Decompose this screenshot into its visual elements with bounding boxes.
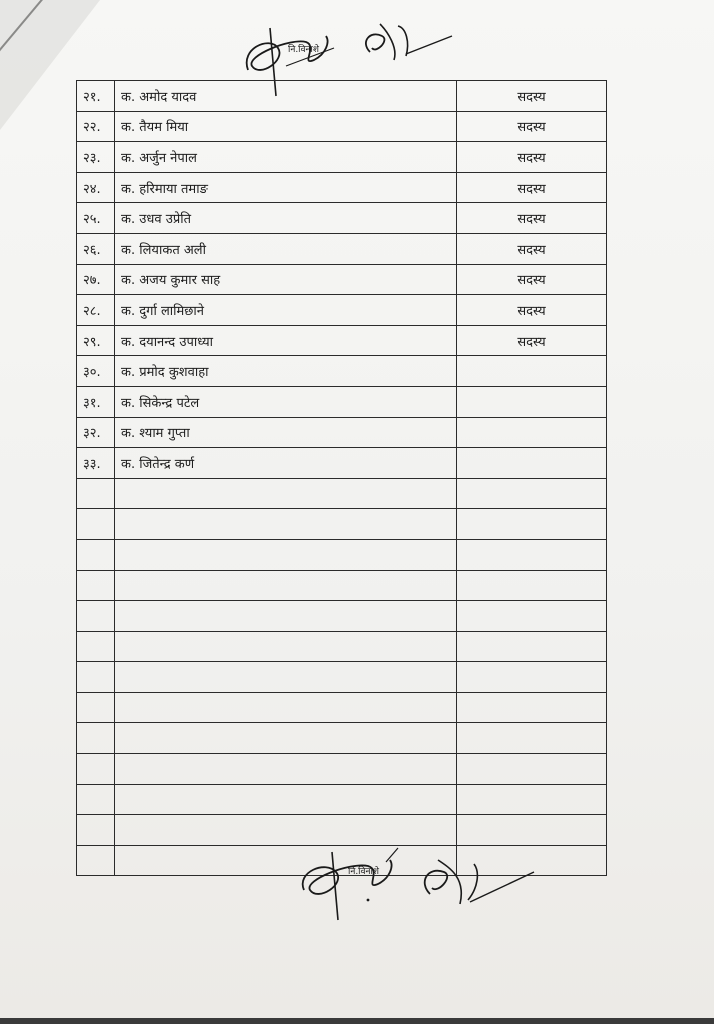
table-row — [77, 662, 607, 693]
row-number: ३१. — [77, 386, 115, 417]
member-role — [457, 723, 607, 754]
member-role: सदस्य — [457, 172, 607, 203]
member-name: क. जितेन्द्र कर्ण — [115, 448, 457, 479]
member-role — [457, 509, 607, 540]
member-name: क. हरिमाया तमाङ — [115, 172, 457, 203]
member-name — [115, 539, 457, 570]
row-number: २१. — [77, 81, 115, 112]
table-row — [77, 723, 607, 754]
row-number — [77, 692, 115, 723]
member-role: सदस्य — [457, 264, 607, 295]
table-row — [77, 570, 607, 601]
table-row — [77, 203, 607, 234]
table-row — [77, 509, 607, 540]
member-role: सदस्य — [457, 233, 607, 264]
table-row — [77, 539, 607, 570]
member-role — [457, 692, 607, 723]
row-number: २४. — [77, 172, 115, 203]
table-row — [77, 264, 607, 295]
table-row — [77, 601, 607, 632]
member-role — [457, 478, 607, 509]
member-role — [457, 386, 607, 417]
member-name: क. अमोद यादव — [115, 81, 457, 112]
row-number: २९. — [77, 325, 115, 356]
row-number — [77, 509, 115, 540]
table-row — [77, 172, 607, 203]
table-row — [77, 754, 607, 785]
signature-top-text: नि.विनाशे — [288, 45, 319, 55]
member-name: क. दुर्गा लामिछाने — [115, 295, 457, 326]
member-role: सदस्य — [457, 295, 607, 326]
table-row — [77, 142, 607, 173]
row-number: २६. — [77, 233, 115, 264]
member-name: क. लियाकत अली — [115, 233, 457, 264]
row-number: २५. — [77, 203, 115, 234]
member-role — [457, 815, 607, 846]
member-role: सदस्य — [457, 142, 607, 173]
row-number: २८. — [77, 295, 115, 326]
member-name — [115, 692, 457, 723]
table-row — [77, 386, 607, 417]
member-role — [457, 662, 607, 693]
row-number — [77, 478, 115, 509]
row-number — [77, 631, 115, 662]
row-number — [77, 845, 115, 876]
table-row — [77, 417, 607, 448]
row-number — [77, 601, 115, 632]
member-name — [115, 784, 457, 815]
table-row — [77, 111, 607, 142]
table-row — [77, 631, 607, 662]
member-name — [115, 509, 457, 540]
member-name — [115, 601, 457, 632]
member-name: क. दयानन्द उपाध्या — [115, 325, 457, 356]
row-number — [77, 754, 115, 785]
member-table — [76, 80, 607, 876]
row-number — [77, 815, 115, 846]
row-number: ३३. — [77, 448, 115, 479]
member-name: क. तैयम मिया — [115, 111, 457, 142]
row-number — [77, 723, 115, 754]
row-number: ३२. — [77, 417, 115, 448]
table-row — [77, 233, 607, 264]
member-name: क. अर्जुन नेपाल — [115, 142, 457, 173]
member-role — [457, 754, 607, 785]
row-number: ३०. — [77, 356, 115, 387]
table-row — [77, 356, 607, 387]
member-role — [457, 784, 607, 815]
member-role — [457, 448, 607, 479]
row-number — [77, 784, 115, 815]
member-name — [115, 662, 457, 693]
row-number — [77, 570, 115, 601]
member-role — [457, 356, 607, 387]
member-table-body — [77, 81, 607, 876]
table-row — [77, 81, 607, 112]
row-number: २३. — [77, 142, 115, 173]
table-row — [77, 815, 607, 846]
member-role — [457, 601, 607, 632]
member-role — [457, 631, 607, 662]
member-role — [457, 417, 607, 448]
signature-bottom — [290, 842, 540, 932]
member-role — [457, 539, 607, 570]
signature-bottom-text: नि.विनाशे — [348, 867, 379, 877]
member-name: क. श्याम गुप्ता — [115, 417, 457, 448]
member-role: सदस्य — [457, 111, 607, 142]
member-name: क. सिकेन्द्र पटेल — [115, 386, 457, 417]
table-row — [77, 692, 607, 723]
member-name: क. प्रमोद कुशवाहा — [115, 356, 457, 387]
member-name: क. उधव उप्रेति — [115, 203, 457, 234]
table-row — [77, 448, 607, 479]
member-role: सदस्य — [457, 203, 607, 234]
member-role — [457, 570, 607, 601]
member-name — [115, 478, 457, 509]
row-number: २७. — [77, 264, 115, 295]
member-name — [115, 723, 457, 754]
table-row — [77, 478, 607, 509]
row-number — [77, 539, 115, 570]
table-row — [77, 295, 607, 326]
table-row — [77, 325, 607, 356]
member-name — [115, 570, 457, 601]
row-number: २२. — [77, 111, 115, 142]
scan-bottom-edge — [0, 1018, 714, 1024]
row-number — [77, 662, 115, 693]
member-role: सदस्य — [457, 81, 607, 112]
member-name: क. अजय कुमार साह — [115, 264, 457, 295]
table-row — [77, 784, 607, 815]
member-role: सदस्य — [457, 325, 607, 356]
member-name — [115, 815, 457, 846]
member-name — [115, 754, 457, 785]
member-name — [115, 631, 457, 662]
